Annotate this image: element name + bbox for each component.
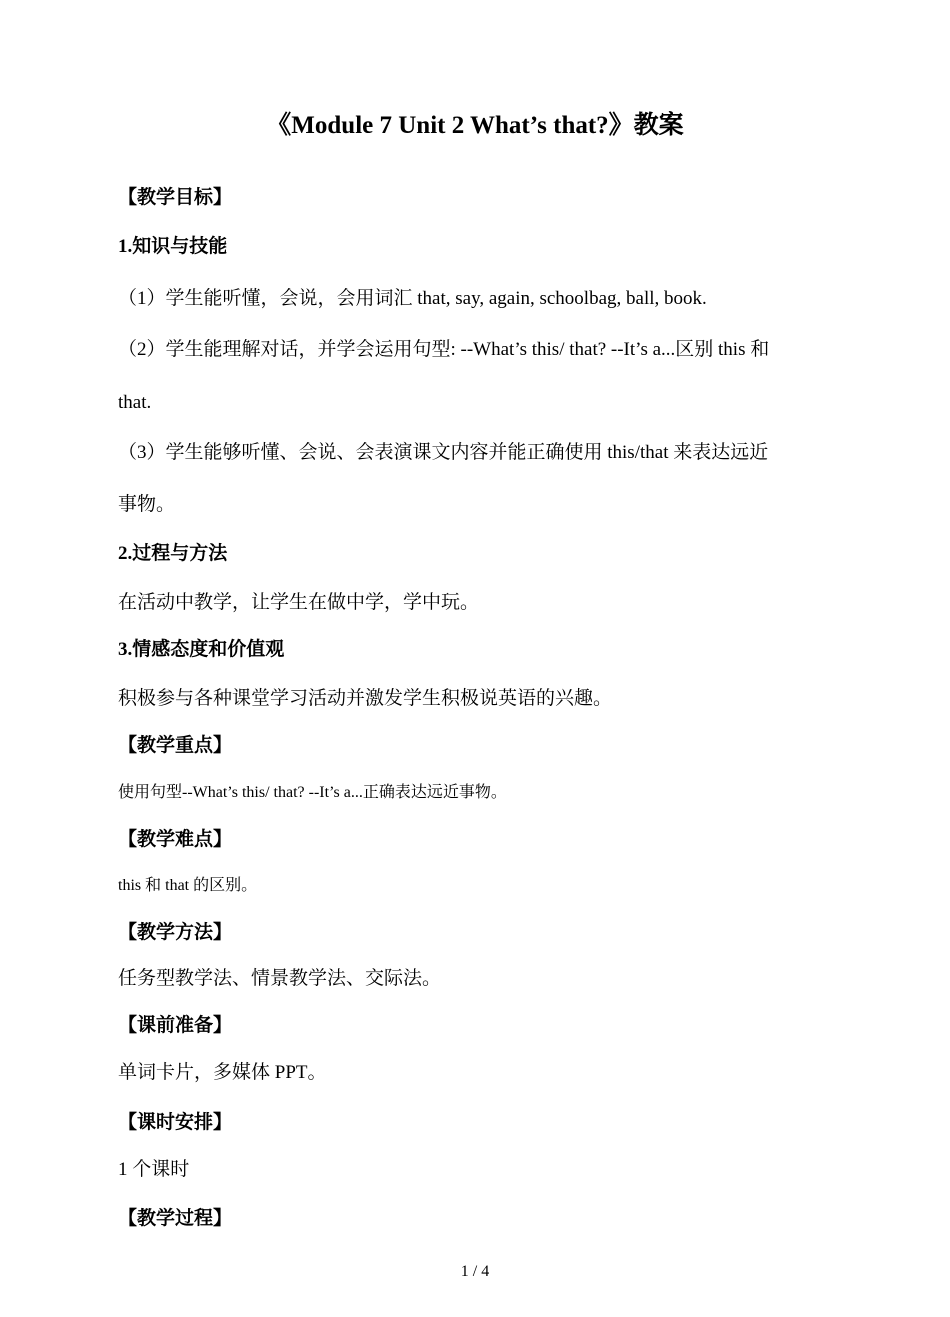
knowledge-heading: 1.知识与技能 — [118, 236, 228, 257]
knowledge-item-2-line-2: that. — [118, 392, 152, 413]
knowledge-item-3-line-1: （3）学生能够听懂、会说、会表演课文内容并能正确使用 this/that 来表达远近 — [118, 442, 769, 463]
emotion-heading: 3.情感态度和价值观 — [118, 639, 285, 660]
process-text: 在活动中教学，让学生在做中学，学中玩。 — [118, 592, 480, 613]
difficulty-heading: 【教学难点】 — [118, 829, 233, 850]
document-title: 《Module 7 Unit 2 What’s that?》教案 — [266, 112, 684, 139]
goals-heading: 【教学目标】 — [118, 187, 233, 208]
preparation-text: 单词卡片，多媒体 PPT。 — [118, 1062, 327, 1083]
key-points-heading: 【教学重点】 — [118, 735, 233, 756]
knowledge-item-1: （1）学生能听懂，会说，会用词汇 that, say, again, schoolbag, ball, book. — [118, 288, 707, 309]
process-heading: 2.过程与方法 — [118, 543, 228, 564]
schedule-heading: 【课时安排】 — [118, 1112, 233, 1133]
emotion-text: 积极参与各种课堂学习活动并激发学生积极说英语的兴趣。 — [118, 688, 613, 709]
difficulty-text: this 和 that 的区别。 — [118, 877, 258, 894]
schedule-text: 1 个课时 — [118, 1159, 190, 1180]
key-points-text: 使用句型--What’s this/ that? --It’s a...正确表达远近事物。 — [118, 784, 507, 801]
page-number: 1 / 4 — [460, 1263, 490, 1280]
method-heading: 【教学方法】 — [118, 922, 233, 943]
preparation-heading: 【课前准备】 — [118, 1015, 233, 1036]
knowledge-item-3-line-2: 事物。 — [118, 494, 176, 515]
method-text: 任务型教学法、情景教学法、交际法。 — [118, 968, 442, 989]
knowledge-item-2-line-1: （2）学生能理解对话，并学会运用句型: --What’s this/ that? --It’s a...区别 this 和 — [118, 339, 770, 360]
procedure-heading: 【教学过程】 — [118, 1208, 233, 1229]
